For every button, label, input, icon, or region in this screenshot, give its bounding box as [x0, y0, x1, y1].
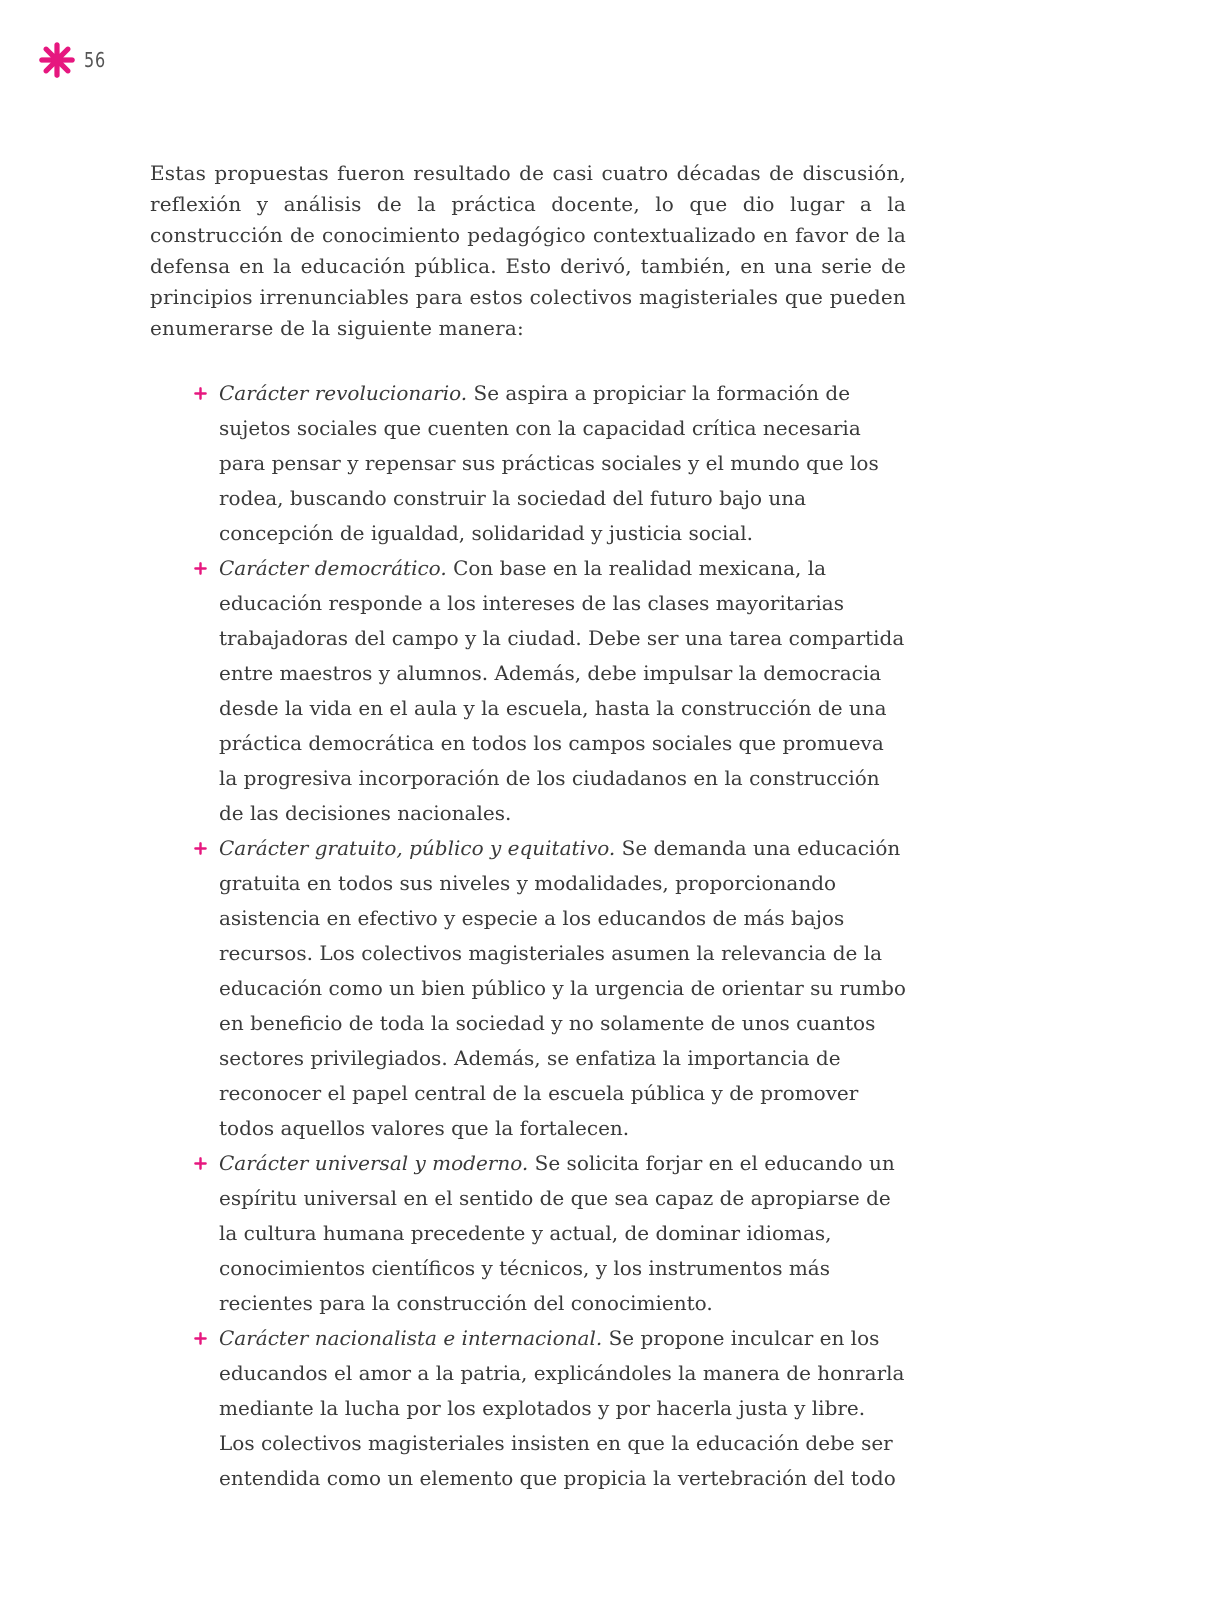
page-number: 56	[84, 48, 106, 72]
list-item	[194, 551, 906, 831]
plus-bullet-icon	[194, 562, 207, 575]
list-item	[194, 1321, 906, 1496]
principle-title: Carácter universal y moderno.	[219, 1151, 529, 1175]
asterisk-icon	[38, 41, 76, 79]
plus-bullet-icon	[194, 387, 207, 400]
list-item	[194, 376, 906, 551]
principle-title: Carácter democrático.	[219, 556, 447, 580]
plus-bullet-icon	[194, 1157, 207, 1170]
principle-text: Se propone inculcar en los educandos el amor a la patria, explicándoles la manera de honrarla mediante la lucha por los explotados y por hacerla justa y libre. Los colectivos magisteriales insisten en que la educación debe ser entendida como un elemento que propicia la vertebración del todo	[219, 1326, 905, 1490]
page-header	[38, 40, 111, 80]
list-item	[194, 1146, 906, 1321]
plus-bullet-icon	[194, 1332, 207, 1345]
principle-title: Carácter nacionalista e internacional.	[219, 1326, 603, 1350]
plus-bullet-icon	[194, 842, 207, 855]
principle-text: Se aspira a propiciar la formación de sujetos sociales que cuenten con la capacidad crítica necesaria para pensar y repensar sus prácticas sociales y el mundo que los rodea, buscando construir la sociedad del futuro bajo una concepción de igualdad, solidaridad y justicia social.	[219, 381, 879, 545]
intro-paragraph: Estas propuestas fueron resultado de casi cuatro décadas de discusión, reflexión y análisis de la práctica docente, lo que dio lugar a la construcción de conocimiento pedagógico contextualizado en favor de la defensa en la educación pública. Esto derivó, también, en una serie de principios irrenunciables para estos colectivos magisteriales que pueden enumerarse de la siguiente manera:	[150, 161, 906, 340]
principle-text: Se solicita forjar en el educando un espíritu universal en el sentido de que sea capaz de apropiarse de la cultura humana precedente y actual, de dominar idiomas, conocimientos científicos y técnicos, y los instrumentos más recientes para la construcción del conocimiento.	[219, 1151, 895, 1315]
list-item	[194, 831, 906, 1146]
principle-text: Se demanda una educación gratuita en todos sus niveles y modalidades, proporcionando asistencia en efectivo y especie a los educandos de más bajos recursos. Los colectivos magisteriales asumen la relevancia de la educación como un bien público y la urgencia de orientar su rumbo en beneficio de toda la sociedad y no solamente de unos cuantos sectores privilegiados. Además, se enfatiza la importancia de reconocer el papel central de la escuela pública y de promover todos aquellos valores que la fortalecen.	[219, 836, 906, 1140]
principle-text: Con base en la realidad mexicana, la educación responde a los intereses de las clases mayoritarias trabajadoras del campo y la ciudad. Debe ser una tarea compartida entre maestros y alumnos. Además, debe impulsar la democracia desde la vida en el aula y la escuela, hasta la construcción de una práctica democrática en todos los campos sociales que promueva la progresiva incorporación de los ciudadanos en la construcción de las decisiones nacionales.	[219, 556, 905, 825]
principles-list	[194, 376, 906, 1496]
principle-title: Carácter revolucionario.	[219, 381, 468, 405]
principle-title: Carácter gratuito, público y equitativo.	[219, 836, 616, 860]
